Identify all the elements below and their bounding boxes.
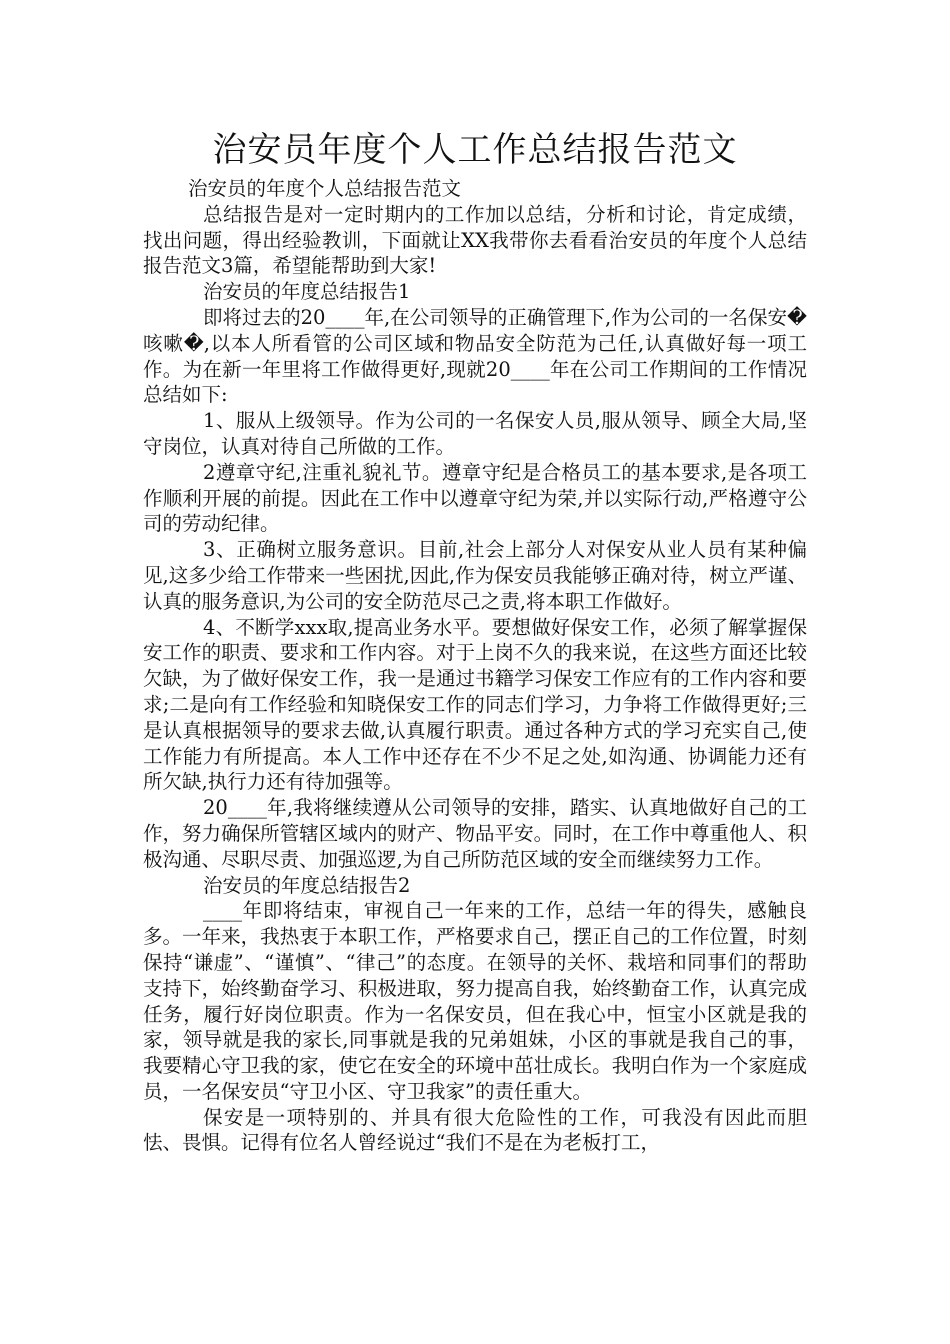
subtitle-paragraph: 治安员的年度个人总结报告范文 <box>188 177 462 200</box>
document-title: 治安员年度个人工作总结报告范文 <box>212 130 738 170</box>
body-paragraph: 1、服从上级领导。作为公司的一名保安人员,服从领导、顾全大局,坚守岗位，认真对待自己所做的工作。 <box>143 409 807 458</box>
section-heading-2: 治安员的年度总结报告2 <box>203 873 411 897</box>
document-body <box>143 176 807 1156</box>
body-paragraph: 3、正确树立服务意识。目前,社会上部分人对保安从业人员有某种偏见,这多少给工作带来一些困扰,因此,作为保安员我能够正确对待，树立严谨、认真的服务意识,为公司的安全防范尽己之责,将本职工作做好。 <box>143 538 807 613</box>
section-heading-1: 治安员的年度总结报告1 <box>203 280 411 304</box>
body-paragraph: 保安是一项特别的、并具有很大危险性的工作，可我没有因此而胆怯、畏惧。记得有位名人曾经说过“我们不是在为老板打工， <box>143 1105 807 1155</box>
intro-paragraph: 总结报告是对一定时期内的工作加以总结，分析和讨论，肯定成绩，找出问题，得出经验教训，下面就让XX我带你去看看治安员的年度个人总结报告范文3篇，希望能帮助到大家! <box>143 202 807 278</box>
body-paragraph: 即将过去的20____年,在公司领导的正确管理下,作为公司的一名保安�咳嗽�,以本人所看管的公司区域和物品安全防范为己任,认真做好每一项工作。为在新一年里将工作做得更好,现就20____年在公司工作期间的工作情况总结如下: <box>143 305 807 407</box>
body-paragraph: 20____年,我将继续遵从公司领导的安排，踏实、认真地做好自己的工作，努力确保所管辖区域内的财产、物品平安。同时，在工作中尊重他人、积极沟通、尽职尽责、加强巡逻,为自己所防范区域的安全而继续努力工作。 <box>143 796 807 871</box>
body-paragraph: 4、不断学xxx取,提高业务水平。要想做好保安工作，必须了解掌握保安工作的职责、要求和工作内容。对于上岗不久的我来说，在这些方面还比较欠缺，为了做好保安工作，我一是通过书籍学习保安工作应有的工作内容和要求;二是向有工作经验和知晓保安工作的同志们学习，力争将工作做得更好;三是认真根据领导的要求去做,认真履行职责。通过各种方式的学习充实自己,使工作能力有所提高。本人工作中还存在不少不足之处,如沟通、协调能力还有所欠缺,执行力还有待加强等。 <box>143 615 807 794</box>
body-paragraph: ____年即将结束，审视自己一年来的工作，总结一年的得失，感触良多。一年来，我热衷于本职工作，严格要求自己，摆正自己的工作位置，时刻保持“谦虚”、“谨慎”、“律己”的态度。在领导的关怀、栽培和同事们的帮助支持下，始终勤奋学习、积极进取，努力提高自我，始终勤奋工作，认真完成任务，履行好岗位职责。作为一名保安员，但在我心中，恒宝小区就是我的家，领导就是我的家长,同事就是我的兄弟姐妹，小区的事就是我自己的事，我要精心守卫我的家，使它在安全的环境中茁壮成长。我明白作为一个家庭成员，一名保安员“守卫小区、守卫我家”的责任重大。 <box>143 899 807 1103</box>
body-paragraph: 2遵章守纪,注重礼貌礼节。遵章守纪是合格员工的基本要求,是各项工作顺利开展的前提。因此在工作中以遵章守纪为荣,并以实际行动,严格遵守公司的劳动纪律。 <box>143 460 807 536</box>
